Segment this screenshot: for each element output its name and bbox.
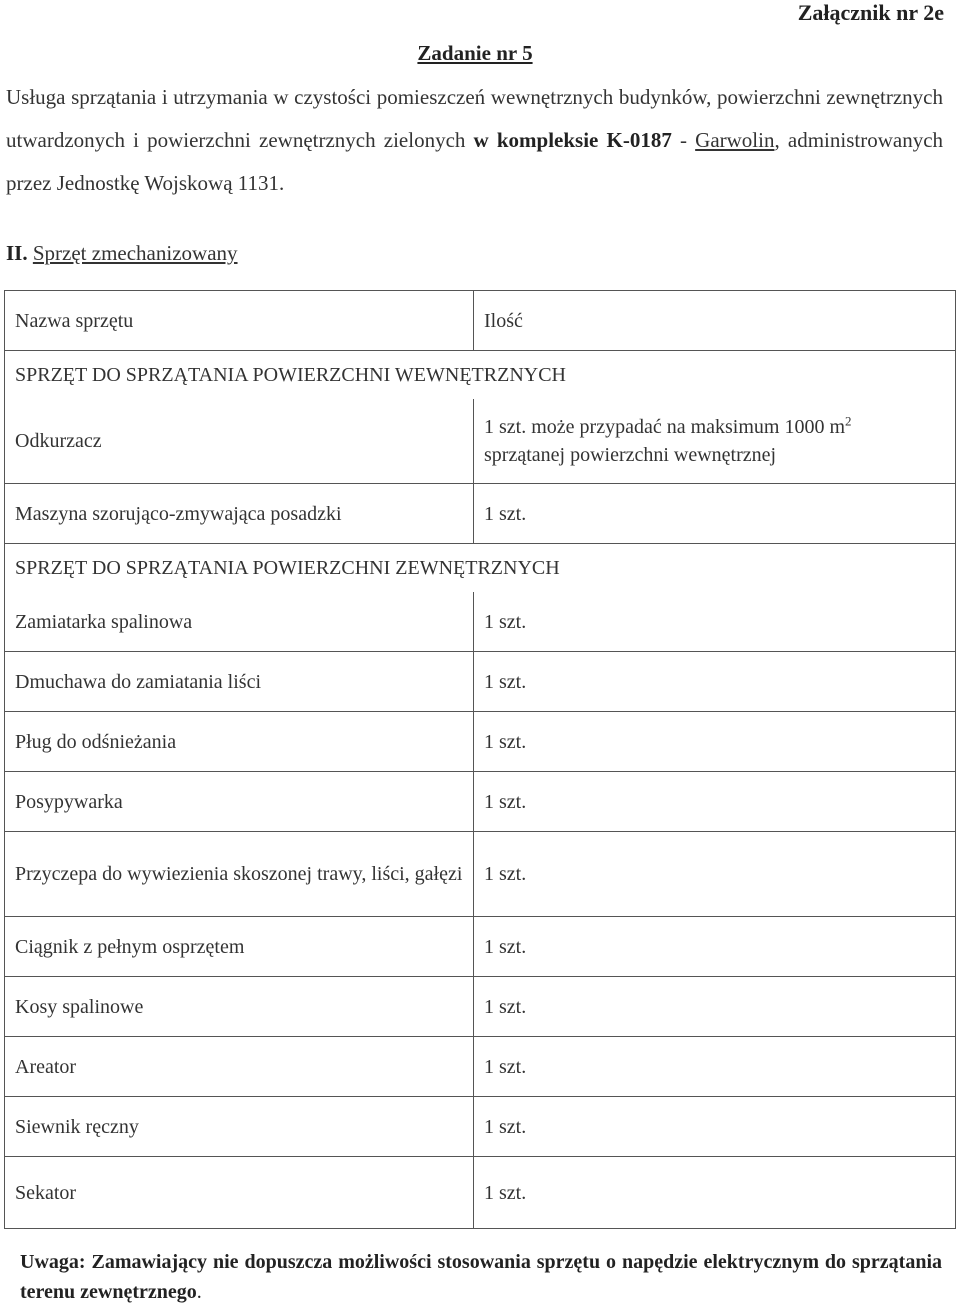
equipment-name: Kosy spalinowe: [5, 977, 474, 1037]
description: [6, 76, 943, 205]
equipment-name: Zamiatarka spalinowa: [5, 592, 474, 652]
equipment-quantity: [474, 399, 956, 484]
equipment-quantity: 1 szt.: [474, 1097, 956, 1157]
equipment-quantity: 1 szt.: [474, 652, 956, 712]
table-row: [5, 977, 956, 1037]
table-row: [5, 592, 956, 652]
note-text: Uwaga: Zamawiający nie dopuszcza możliwości stosowania sprzętu o napędzie elektrycznym do sprzątania terenu zewnętrznego: [20, 1251, 942, 1303]
note-end: .: [196, 1281, 202, 1303]
equipment-name: Dmuchawa do zamiatania liści: [5, 652, 474, 712]
description-part1: Usługa sprzątania i utrzymania w czystości pomieszczeń wewnętrznych budynków, powierzchni zewnętrznych utwardzonych i powierzchni zewnętrznych zielonych: [6, 85, 943, 152]
table-row: [5, 712, 956, 772]
equipment-quantity: 1 szt.: [474, 1157, 956, 1229]
equipment-quantity: 1 szt.: [474, 1037, 956, 1097]
equipment-name: Odkurzacz: [5, 399, 474, 484]
table-header-row: [5, 291, 956, 351]
equipment-name: Ciągnik z pełnym osprzętem: [5, 917, 474, 977]
equipment-name: Przyczepa do wywiezienia skoszonej trawy, liści, gałęzi: [5, 832, 474, 917]
place-name: Garwolin: [695, 128, 775, 152]
category-external: SPRZĘT DO SPRZĄTANIA POWIERZCHNI ZEWNĘTRZNYCH: [5, 544, 956, 593]
equipment-quantity: 1 szt.: [474, 592, 956, 652]
table-row: [5, 1097, 956, 1157]
table-row: [5, 652, 956, 712]
annex-label: Załącznik nr 2e: [797, 0, 944, 25]
equipment-name: Areator: [5, 1037, 474, 1097]
equipment-quantity: 1 szt.: [474, 917, 956, 977]
category-row-external: [5, 544, 956, 593]
equipment-name: Siewnik ręczny: [5, 1097, 474, 1157]
complex-name: w kompleksie K-0187: [473, 128, 672, 152]
category-row-internal: [5, 351, 956, 400]
equipment-quantity: 1 szt.: [474, 772, 956, 832]
note: [20, 1247, 942, 1307]
equipment-name: Maszyna szorująco-zmywająca posadzki: [5, 484, 474, 544]
table-row: [5, 399, 956, 484]
equipment-quantity: 1 szt.: [474, 832, 956, 917]
table-row: [5, 484, 956, 544]
table-row: [5, 917, 956, 977]
quantity-superscript: 2: [845, 413, 852, 429]
equipment-quantity: 1 szt.: [474, 977, 956, 1037]
column-header-quantity: Ilość: [474, 291, 956, 351]
quantity-text: 1 szt. może przypadać na maksimum 1000 m: [484, 416, 846, 438]
section-title: Sprzęt zmechanizowany: [32, 241, 238, 265]
task-title: [0, 40, 950, 66]
table-row: [5, 832, 956, 917]
category-internal: SPRZĘT DO SPRZĄTANIA POWIERZCHNI WEWNĘTRZNYCH: [5, 351, 956, 400]
equipment-name: Pług do odśnieżania: [5, 712, 474, 772]
table-row: [5, 1157, 956, 1229]
equipment-quantity: 1 szt.: [474, 484, 956, 544]
section-number: II.: [6, 241, 28, 265]
equipment-quantity: 1 szt.: [474, 712, 956, 772]
quantity-text-continued: sprzątanej powierzchni wewnętrznej: [484, 444, 777, 466]
description-part2: , administrowanych przez Jednostkę Wojskową 1131.: [6, 128, 944, 195]
task-title-text: Zadanie nr 5: [417, 41, 533, 65]
table-row: [5, 1037, 956, 1097]
description-separator: -: [671, 128, 696, 152]
equipment-name: Sekator: [5, 1157, 474, 1229]
equipment-name: Posypywarka: [5, 772, 474, 832]
column-header-name: Nazwa sprzętu: [5, 291, 474, 351]
equipment-table: [4, 290, 956, 1229]
section-heading: [6, 240, 238, 266]
table-row: [5, 772, 956, 832]
